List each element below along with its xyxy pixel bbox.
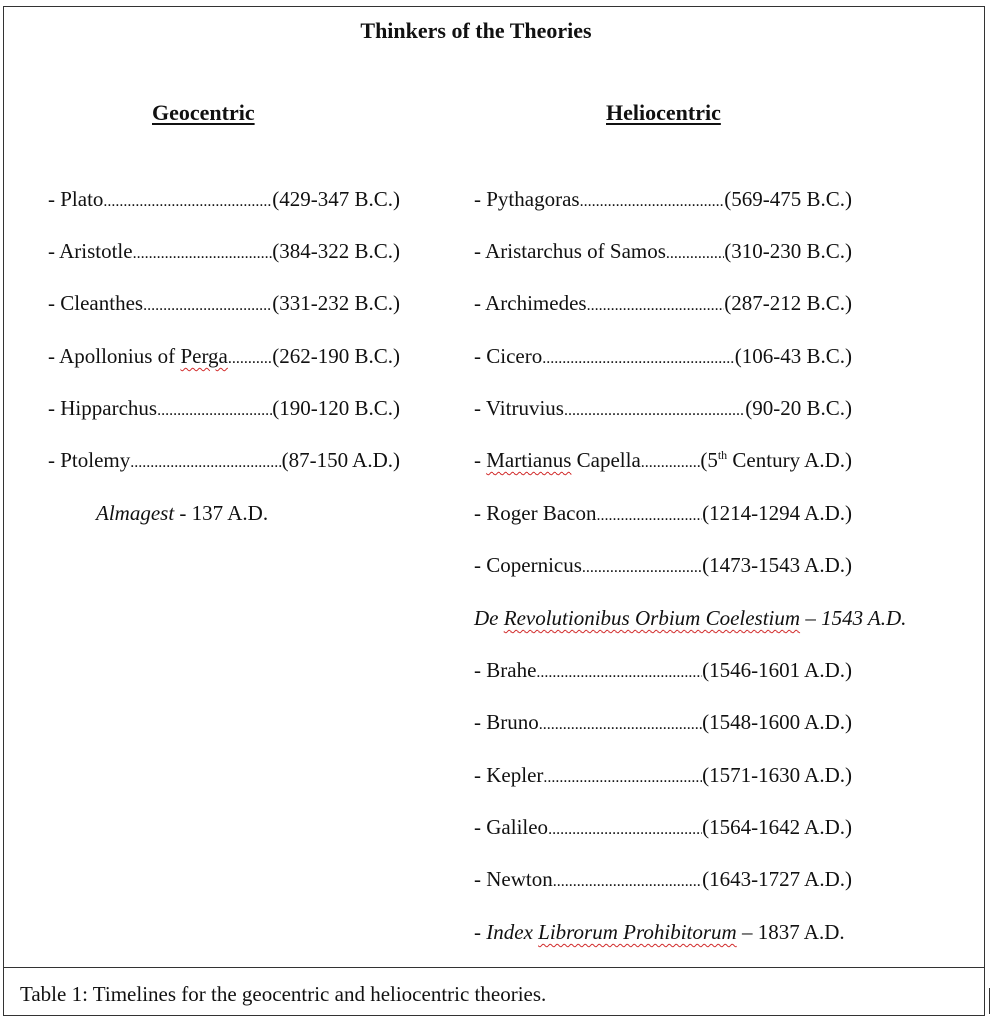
thinker-dates: (1214-1294 A.D.) [702, 501, 852, 525]
thinker-name: Archimedes [485, 291, 587, 315]
spellcheck-word: Perga [180, 344, 228, 368]
heliocentric-entry-galileo: - Galileo ..... (1564-1642 A.D.) [474, 814, 852, 840]
thinker-dates: (1564-1642 A.D.) [702, 815, 852, 839]
geocentric-entry-cleanthes: - Cleanthes ..... (331-232 B.C.) [48, 290, 400, 316]
geocentric-entry-ptolemy: - Ptolemy ..... (87-150 A.D.) [48, 447, 400, 473]
thinker-dates: (1548-1600 A.D.) [702, 710, 852, 734]
heliocentric-entry-newton: - Newton ..... (1643-1727 A.D.) [474, 866, 852, 892]
work-date: - 137 A.D. [174, 501, 269, 525]
spellcheck-word: Revolutionibus Orbium Coelestium [503, 606, 801, 630]
heliocentric-entry-copernicus: - Copernicus ..... (1473-1543 A.D.) [474, 552, 852, 578]
thinker-dates: (106-43 B.C.) [734, 344, 852, 368]
leader-dots [548, 822, 702, 838]
heliocentric-entry-roger-bacon: - Roger Bacon ..... (1214-1294 A.D.) [474, 500, 852, 526]
thinker-name: Newton [486, 867, 553, 891]
thinker-name: Cleanthes [60, 291, 144, 315]
heliocentric-entry-kepler: - Kepler ..... (1571-1630 A.D.) [474, 762, 852, 788]
spellcheck-word: Librorum Prohibitorum [538, 920, 737, 944]
heliocentric-entry-brahe: - Brahe ..... (1546-1601 A.D.) [474, 657, 852, 683]
thinker-name: Ptolemy [60, 448, 131, 472]
leader-dots [564, 403, 745, 419]
table-caption: Table 1: Timelines for the geocentric and heliocentric theories. [20, 982, 547, 1006]
leader-dots [582, 560, 702, 576]
leader-dots [587, 298, 725, 314]
leader-dots [596, 508, 702, 524]
leader-dots [539, 717, 702, 733]
thinker-dates: (1571-1630 A.D.) [702, 763, 852, 787]
leader-dots [228, 351, 272, 367]
geocentric-entry-plato: - Plato ..... (429-347 B.C.) [48, 186, 400, 212]
thinker-name: Aristarchus of Samos [485, 239, 666, 263]
heliocentric-entry-aristarchus: - Aristarchus of Samos ..... (310-230 B.C.) [474, 238, 852, 264]
geocentric-heading: Geocentric [152, 100, 255, 125]
thinker-dates: (90-20 B.C.) [745, 396, 852, 420]
thinker-dates: (190-120 B.C.) [272, 396, 400, 420]
leader-dots [666, 246, 724, 262]
thinker-name: Galileo [486, 815, 549, 839]
leader-dots [536, 665, 702, 681]
leader-dots [143, 298, 272, 314]
heliocentric-entry-cicero: - Cicero ..... (106-43 B.C.) [474, 343, 852, 369]
geocentric-entry-aristotle: - Aristotle ..... (384-322 B.C.) [48, 238, 400, 264]
work-title: Almagest [96, 501, 175, 525]
thinker-name: Pythagoras [486, 187, 580, 211]
thinker-dates: (5th Century A.D.) [700, 448, 852, 472]
leader-dots [641, 455, 701, 471]
heliocentric-note-de-revolutionibus: De Revolutionibus Orbium Coelestium – 1543 A.D. [474, 606, 907, 630]
leader-dots [103, 194, 272, 210]
leader-dots [130, 455, 281, 471]
heliocentric-entry-bruno: - Bruno ..... (1548-1600 A.D.) [474, 709, 852, 735]
thinker-name: Bruno [486, 710, 539, 734]
thinker-dates: (262-190 B.C.) [272, 344, 400, 368]
thinker-name: Cicero [486, 344, 543, 368]
spellcheck-word: Martianus [486, 448, 572, 472]
heliocentric-entry-pythagoras: - Pythagoras ..... (569-475 B.C.) [474, 186, 852, 212]
leader-dots [580, 194, 725, 210]
thinker-dates: (429-347 B.C.) [272, 187, 400, 211]
leader-dots [543, 770, 702, 786]
heliocentric-entry-archimedes: - Archimedes ..... (287-212 B.C.) [474, 290, 852, 316]
leader-dots [553, 874, 702, 890]
thinker-name: Vitruvius [485, 396, 564, 420]
thinker-name: Aristotle [59, 239, 133, 263]
thinker-dates: (1473-1543 A.D.) [702, 553, 852, 577]
thinker-dates: (1643-1727 A.D.) [702, 867, 852, 891]
heliocentric-entry-vitruvius: - Vitruvius ..... (90-20 B.C.) [474, 395, 852, 421]
thinker-name: Hipparchus [60, 396, 158, 420]
thinker-dates: (87-150 A.D.) [281, 448, 400, 472]
heliocentric-heading: Heliocentric [606, 100, 721, 125]
geocentric-note-almagest [96, 500, 268, 526]
page-title: Thinkers of the Theories [360, 18, 592, 43]
leader-dots [157, 403, 272, 419]
thinker-name: Roger Bacon [486, 501, 597, 525]
geocentric-entry-hipparchus: - Hipparchus ..... (190-120 B.C.) [48, 395, 400, 421]
thinker-dates: (569-475 B.C.) [724, 187, 852, 211]
thinker-dates: (1546-1601 A.D.) [702, 658, 852, 682]
thinker-name: Capella [571, 448, 641, 472]
thinker-name: Apollonius of [59, 344, 181, 368]
thinker-dates: (310-230 B.C.) [724, 239, 852, 263]
leader-dots [542, 351, 735, 367]
thinker-name: Copernicus [486, 553, 582, 577]
thinker-name: Plato [60, 187, 104, 211]
geocentric-entry-apollonius: - Apollonius of Perga ..... (262-190 B.C.) [48, 343, 400, 369]
leader-dots [133, 246, 273, 262]
heliocentric-entry-capella: - Martianus Capella ..... (5th Century A.D.) [474, 447, 852, 473]
thinker-dates: (384-322 B.C.) [272, 239, 400, 263]
thinker-dates: (287-212 B.C.) [724, 291, 852, 315]
thinker-name: Kepler [486, 763, 544, 787]
heliocentric-note-index: - Index Librorum Prohibitorum – 1837 A.D. [474, 920, 845, 944]
thinker-name: Brahe [486, 658, 537, 682]
thinker-dates: (331-232 B.C.) [272, 291, 400, 315]
